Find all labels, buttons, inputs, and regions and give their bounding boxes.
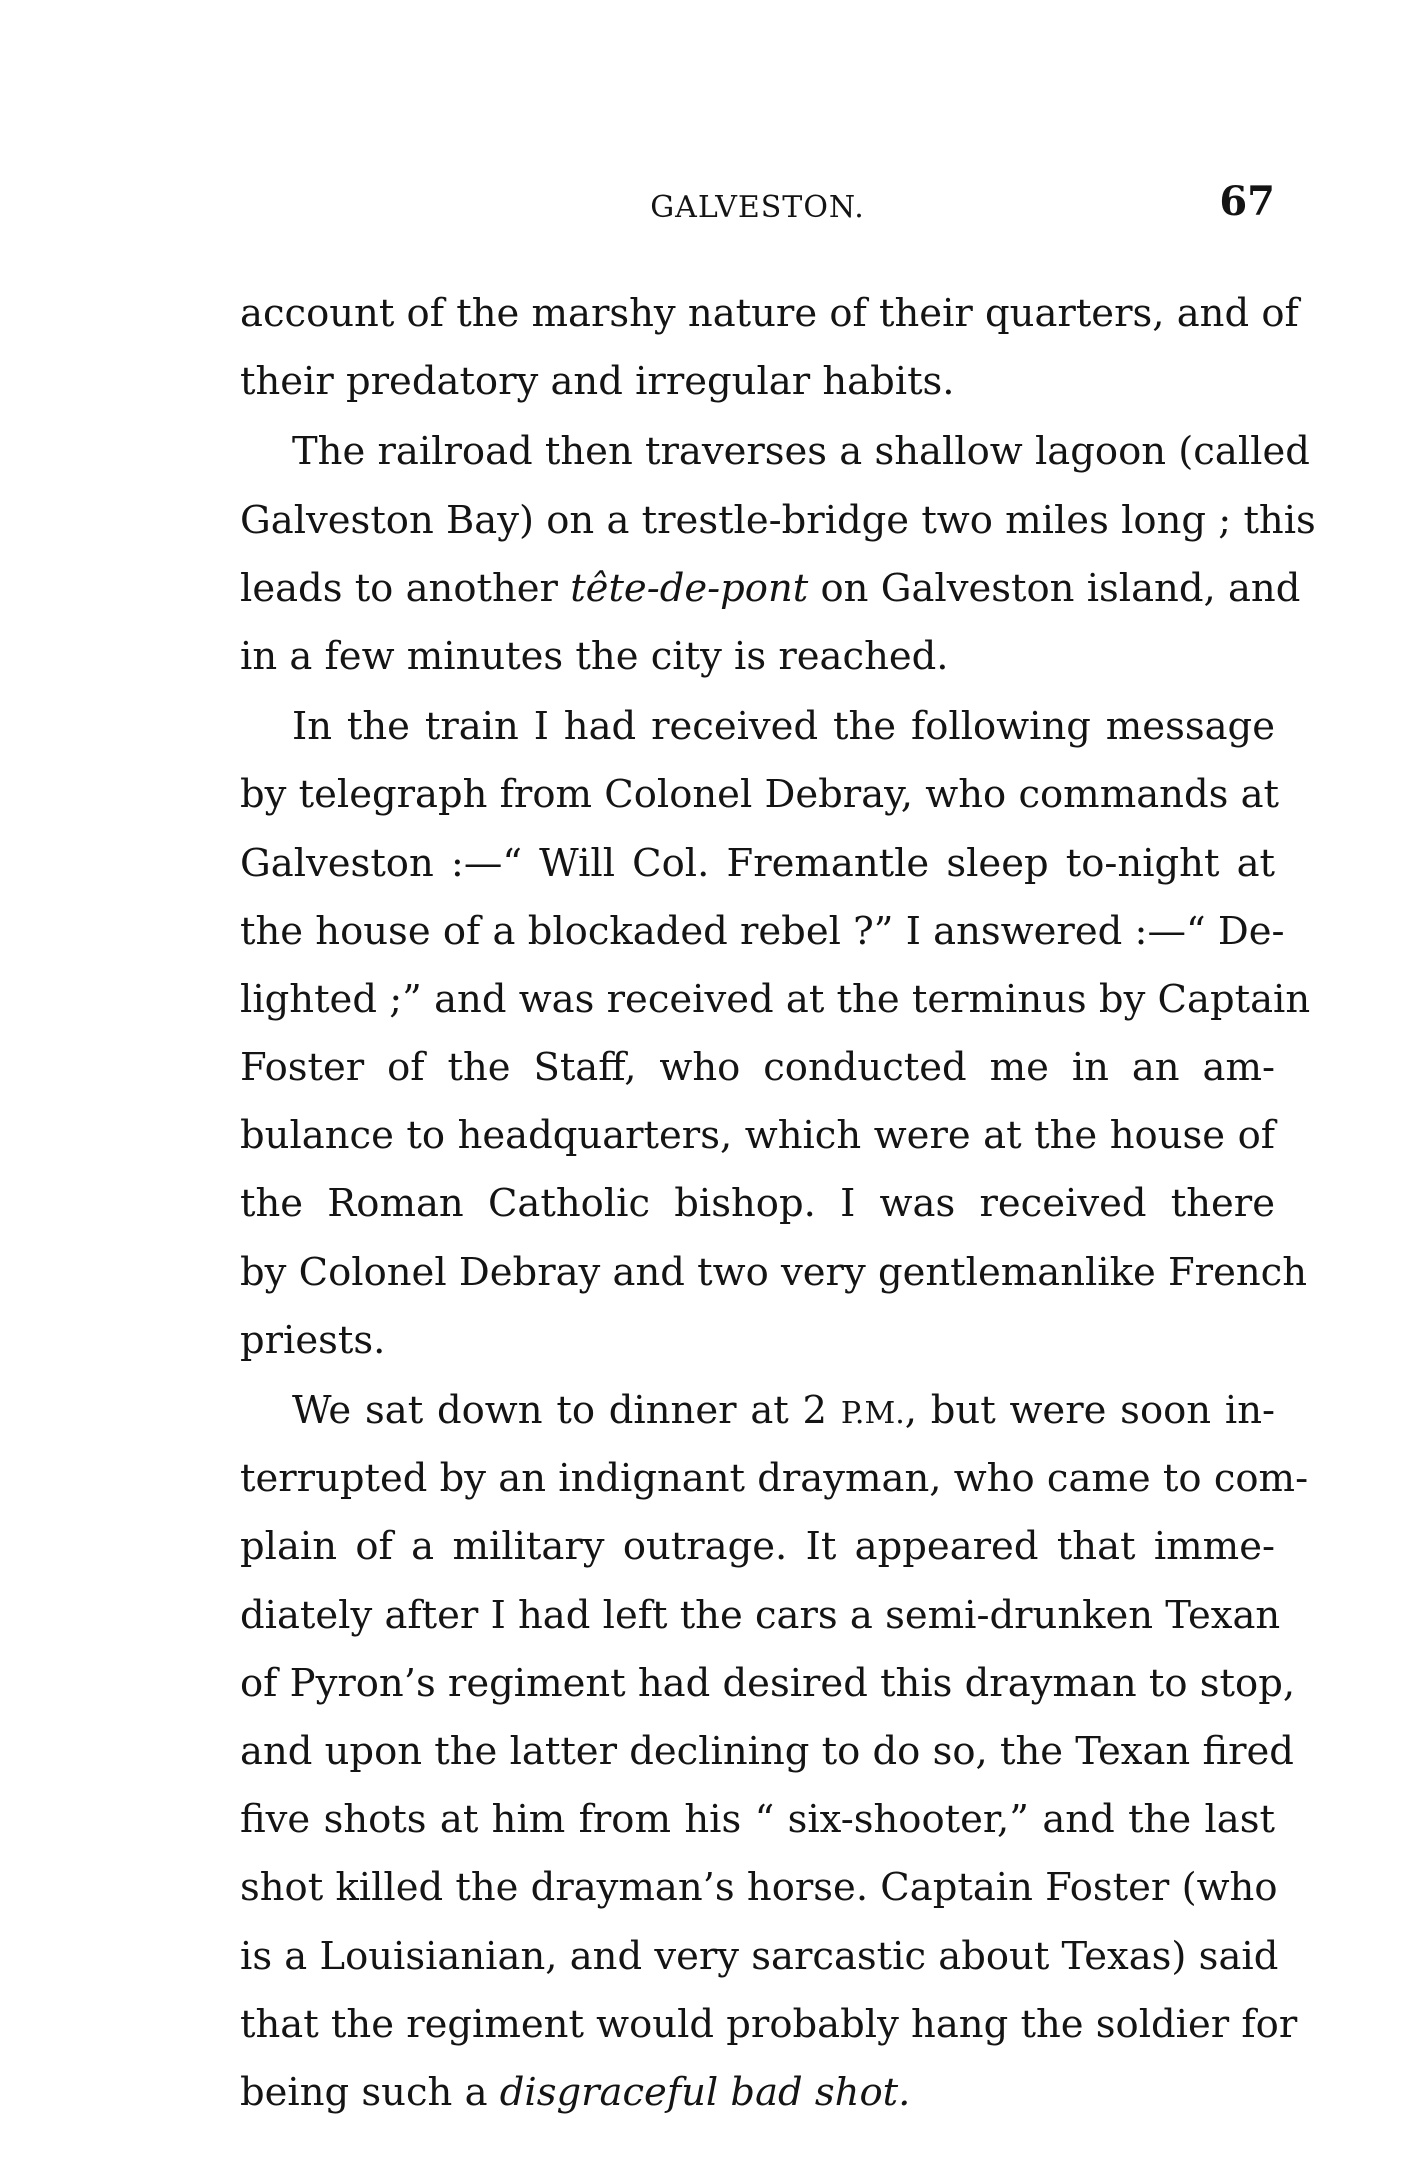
small-caps-time: P.M. <box>840 1396 905 1431</box>
text-line: Galveston Bay) on a trestle-bridge two miles long ; this <box>240 497 1316 543</box>
text-line: being such a disgraceful bad shot. <box>240 2069 911 2115</box>
text-line: leads to another tête-de-pont on Galveston island, and <box>240 565 1301 611</box>
text-line: their predatory and irregular habits. <box>240 359 955 405</box>
text-line: The railroad then traverses a shallow lagoon (called <box>292 429 1310 475</box>
running-title: GALVESTON. <box>650 190 865 225</box>
text-line: that the regiment would probably hang the soldier for <box>240 2001 1298 2047</box>
body-text <box>240 280 1316 2127</box>
text-line: in a few minutes the city is reached. <box>240 633 949 679</box>
running-head <box>240 178 1275 238</box>
page-number: 67 <box>1219 178 1275 225</box>
text-line: the house of a blockaded rebel ?” I answered :—“ De- <box>240 908 1285 954</box>
text-line: In the train I had received the following message <box>292 704 1275 750</box>
text-line: plain of a military outrage. It appeared that imme- <box>240 1524 1275 1570</box>
text-line: terrupted by an indignant drayman, who came to com- <box>240 1456 1309 1502</box>
text-line: Foster of the Staff, who conducted me in an am- <box>240 1045 1275 1091</box>
text-line: by telegraph from Colonel Debray, who commands at <box>240 772 1280 818</box>
italic-phrase: tête-de-pont <box>570 565 809 611</box>
text-line: the Roman Catholic bishop. I was received there <box>240 1181 1275 1227</box>
text-line: is a Louisianian, and very sarcastic about Texas) said <box>240 1933 1279 1979</box>
text-line: five shots at him from his “ six-shooter,” and the last <box>240 1797 1275 1843</box>
text-line: shot killed the drayman’s horse. Captain Foster (who <box>240 1865 1278 1911</box>
text-line: by Colonel Debray and two very gentlemanlike French <box>240 1249 1308 1295</box>
text-line: lighted ;” and was received at the terminus by Captain <box>240 976 1311 1022</box>
text-line: bulance to headquarters, which were at the house of <box>240 1113 1275 1159</box>
text-line: and upon the latter declining to do so, the Texan fired <box>240 1728 1294 1774</box>
italic-phrase: disgraceful bad shot. <box>499 2069 911 2115</box>
text-line: priests. <box>240 1317 386 1363</box>
text-line: account of the marshy nature of their quarters, and of <box>240 291 1299 336</box>
text-line: Galveston :—“ Will Col. Fremantle sleep to-night at <box>240 840 1275 886</box>
text-line: diately after I had left the cars a semi-drunken Texan <box>240 1592 1281 1638</box>
text-line: We sat down to dinner at 2 P.M., but were soon in- <box>292 1388 1276 1433</box>
text-line: of Pyron’s regiment had desired this drayman to stop, <box>240 1660 1296 1706</box>
